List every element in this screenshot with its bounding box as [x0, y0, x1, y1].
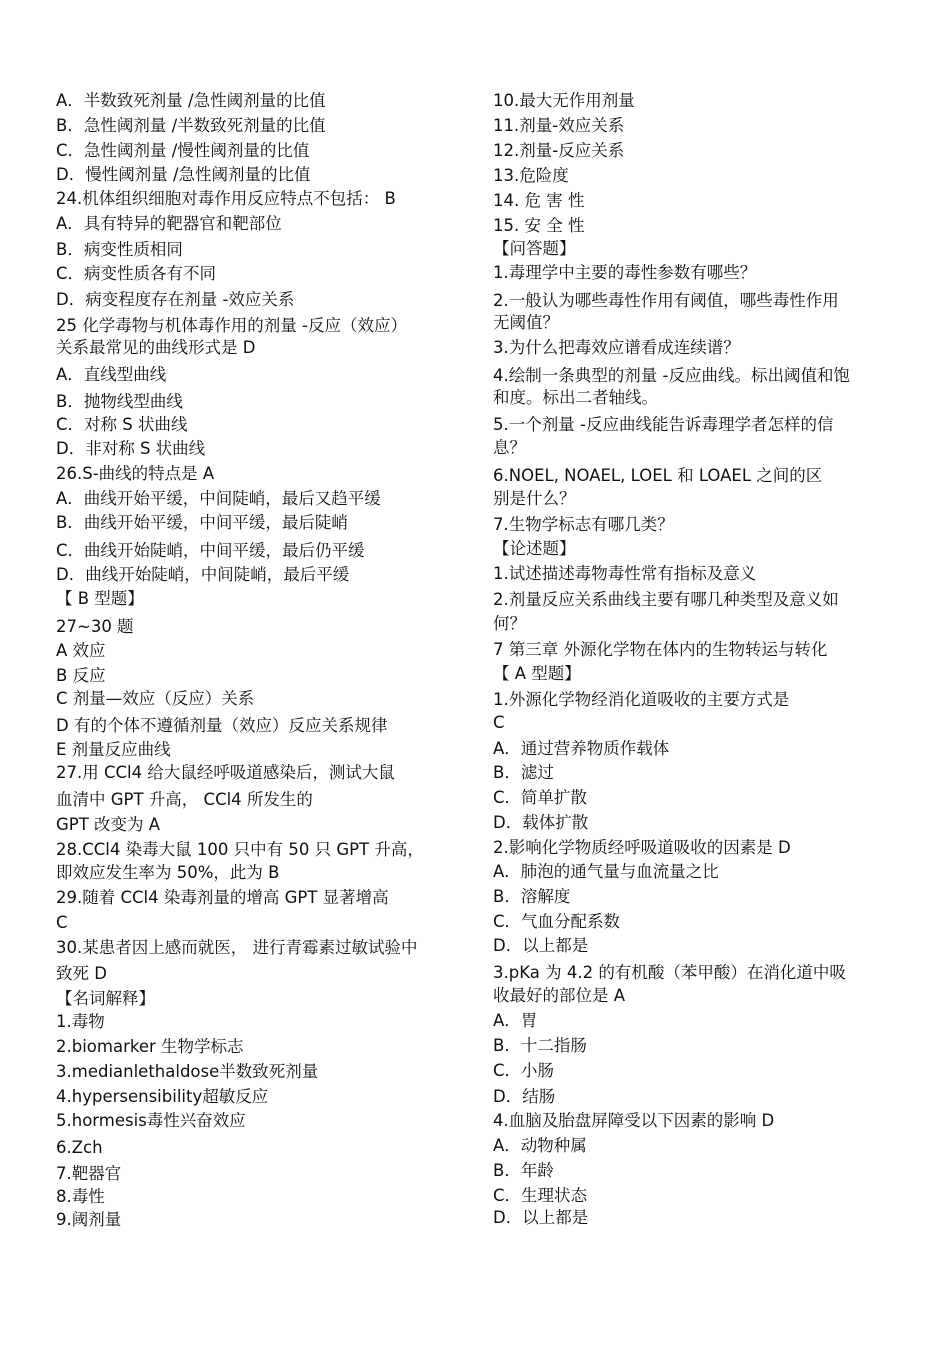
question-27-cont: 血清中 GPT 升高， CCl4 所发生的 [56, 790, 313, 809]
qa-item-cont: 无阈值？ [493, 313, 559, 332]
option-a: A．动物种属 [493, 1136, 587, 1155]
term-item: 9.阈剂量 [56, 1210, 122, 1229]
qa-item: 6.NOEL, NOAEL, LOEL 和 LOAEL 之间的区 [493, 466, 823, 485]
option-a: A．直线型曲线 [56, 365, 167, 384]
section-heading: 【论述题】 [493, 539, 576, 558]
option-b: B．抛物线型曲线 [56, 392, 183, 411]
option-c: C．曲线开始陡峭，中间平缓，最后仍平缓 [56, 541, 365, 560]
qa-item-cont: 别是什么？ [493, 489, 576, 508]
option-b: B 反应 [56, 666, 106, 685]
question-29-answer: C [56, 913, 68, 932]
question-26: 26.S-曲线的特点是 A [56, 464, 215, 483]
qa-item: 2.一般认为哪些毒性作用有阈值，哪些毒性作用 [493, 291, 839, 310]
option-a: A．具有特异的靶器官和靶部位 [56, 214, 282, 233]
option-c: C．对称 S 状曲线 [56, 415, 188, 434]
question-4: 4.血脑及胎盘屏障受以下因素的影响 D [493, 1111, 775, 1130]
term-item: 1.毒物 [56, 1012, 105, 1031]
question-27-cont: GPT 改变为 A [56, 815, 161, 834]
option-a: A．曲线开始平缓，中间陡峭，最后又趋平缓 [56, 489, 381, 508]
term-item: 14. 危 害 性 [493, 191, 585, 210]
option-c: C．气血分配系数 [493, 912, 621, 931]
option-d: D．结肠 [493, 1087, 556, 1106]
term-item: 13.危险度 [493, 166, 569, 185]
term-item: 4.hypersensibility超敏反应 [56, 1087, 269, 1106]
section-heading: 【名词解释】 [56, 989, 155, 1008]
option-b: B．急性阈剂量 /半数致死剂量的比值 [56, 116, 326, 135]
option-c: C．生理状态 [493, 1186, 588, 1205]
option-b: B．病变性质相同 [56, 240, 183, 259]
option-e: E 剂量反应曲线 [56, 740, 171, 759]
option-a: A 效应 [56, 641, 106, 660]
option-a: A．半数致死剂量 /急性阈剂量的比值 [56, 91, 326, 110]
qa-item: 1.毒理学中主要的毒性参数有哪些？ [493, 263, 757, 282]
question-30-cont: 致死 D [56, 964, 107, 983]
term-item: 15. 安 全 性 [493, 216, 585, 235]
term-item: 2.biomarker 生物学标志 [56, 1037, 244, 1056]
question-1-answer: C [493, 713, 505, 732]
qa-item: 7.生物学标志有哪几类？ [493, 515, 674, 534]
option-a: A．胃 [493, 1011, 538, 1030]
option-c: C．急性阈剂量 /慢性阈剂量的比值 [56, 141, 310, 160]
option-d: D．以上都是 [493, 936, 589, 955]
question-29: 29.随着 CCl4 染毒剂量的增高 GPT 显著增高 [56, 888, 389, 907]
question-30: 30.某患者因上感而就医， 进行青霉素过敏试验中 [56, 938, 418, 957]
option-c: C．小肠 [493, 1061, 555, 1080]
term-item: 12.剂量-反应关系 [493, 141, 625, 160]
option-c: C．简单扩散 [493, 788, 588, 807]
option-d: D．曲线开始陡峭，中间陡峭，最后平缓 [56, 565, 350, 584]
option-b: B．十二指肠 [493, 1036, 587, 1055]
term-item: 6.Zch [56, 1138, 103, 1157]
term-item: 10.最大无作用剂量 [493, 91, 635, 110]
question-25: 25 化学毒物与机体毒作用的剂量 -反应（效应） [56, 316, 407, 335]
option-a: A．通过营养物质作载体 [493, 739, 670, 758]
option-b: B．曲线开始平缓，中间平缓，最后陡峭 [56, 513, 348, 532]
essay-item: 2.剂量反应关系曲线主要有哪几种类型及意义如 [493, 590, 839, 609]
option-d: D．以上都是 [493, 1208, 589, 1227]
option-d: D．非对称 S 状曲线 [56, 439, 206, 458]
option-b: B．溶解度 [493, 887, 571, 906]
option-d: D．慢性阈剂量 /急性阈剂量的比值 [56, 165, 311, 184]
option-c: C 剂量—效应（反应）关系 [56, 689, 255, 708]
option-d: D 有的个体不遵循剂量（效应）反应关系规律 [56, 716, 388, 735]
qa-item-cont: 和度。标出二者轴线。 [493, 388, 658, 407]
term-item: 5.hormesis毒性兴奋效应 [56, 1111, 246, 1130]
question-28: 28.CCl4 染毒大鼠 100 只中有 50 只 GPT 升高， [56, 840, 424, 859]
question-3: 3.pKa 为 4.2 的有机酸（苯甲酸）在消化道中吸 [493, 963, 846, 982]
term-item: 7.靶器官 [56, 1164, 122, 1183]
question-group: 27~30 题 [56, 617, 134, 636]
qa-item-cont: 息？ [493, 438, 526, 457]
qa-item: 3.为什么把毒效应谱看成连续谱？ [493, 338, 740, 357]
term-item: 8.毒性 [56, 1187, 105, 1206]
option-b: B．滤过 [493, 763, 554, 782]
question-24: 24.机体组织细胞对毒作用反应特点不包括： B [56, 189, 396, 208]
section-heading: 【 A 型题】 [493, 664, 581, 683]
option-a: A．肺泡的通气量与血流量之比 [493, 862, 719, 881]
section-heading: 【问答题】 [493, 239, 576, 258]
question-1: 1.外源化学物经消化道吸收的主要方式是 [493, 690, 790, 709]
option-d: D．载体扩散 [493, 813, 589, 832]
term-item: 3.medianlethaldose半数致死剂量 [56, 1062, 319, 1081]
option-b: B．年龄 [493, 1161, 554, 1180]
chapter-heading: 7 第三章 外源化学物在体内的生物转运与转化 [493, 640, 828, 659]
term-item: 11.剂量-效应关系 [493, 116, 625, 135]
qa-item: 5.一个剂量 -反应曲线能告诉毒理学者怎样的信 [493, 415, 834, 434]
question-27: 27.用 CCl4 给大鼠经呼吸道感染后，测试大鼠 [56, 763, 395, 782]
qa-item: 4.绘制一条典型的剂量 -反应曲线。标出阈值和饱 [493, 366, 850, 385]
option-c: C．病变性质各有不同 [56, 264, 217, 283]
option-d: D．病变程度存在剂量 -效应关系 [56, 290, 295, 309]
question-3-cont: 收最好的部位是 A [493, 986, 626, 1005]
question-28-cont: 即效应发生率为 50%，此为 B [56, 863, 280, 882]
question-2: 2.影响化学物质经呼吸道吸收的因素是 D [493, 838, 791, 857]
section-heading: 【 B 型题】 [56, 589, 144, 608]
essay-item: 1.试述描述毒物毒性常有指标及意义 [493, 564, 757, 583]
essay-item-cont: 何？ [493, 614, 526, 633]
question-25-cont: 关系最常见的曲线形式是 D [56, 338, 256, 357]
